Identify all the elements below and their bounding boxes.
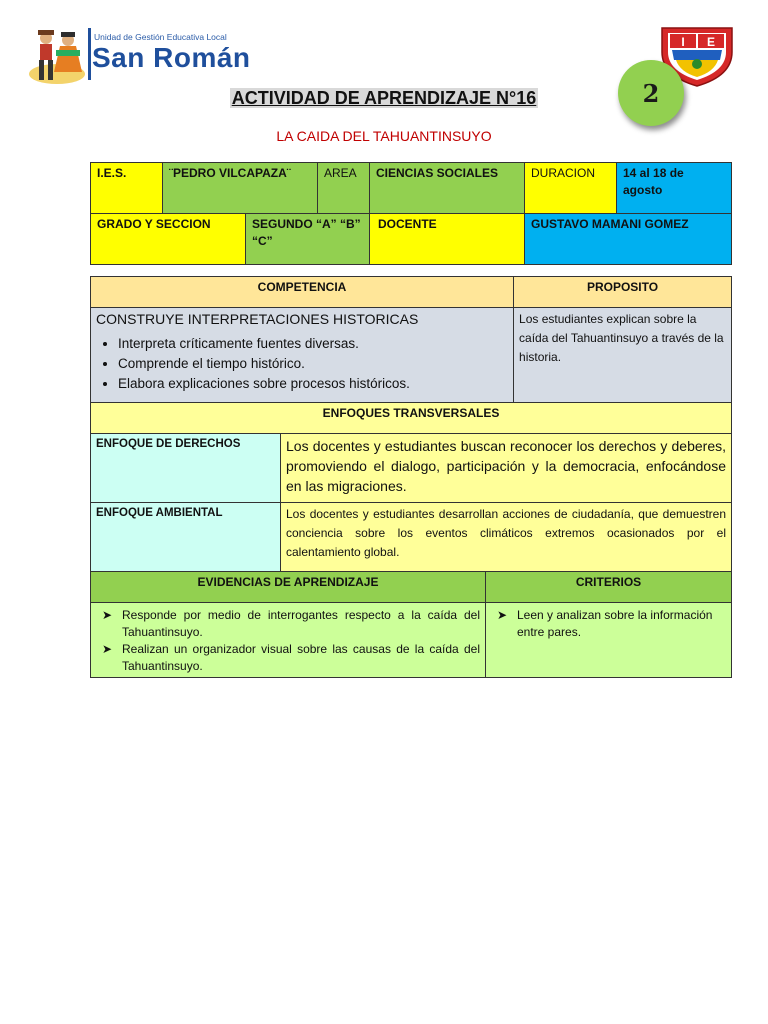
evidencias-cell [91,603,486,678]
evidencias-header: EVIDENCIAS DE APRENDIZAJE [91,572,486,603]
grado-label: GRADO Y SECCION [91,214,246,265]
list-item: • Elabora explicaciones sobre procesos históricos. [118,374,508,394]
proposito-header: PROPOSITO [514,277,732,308]
page-title-text: ACTIVIDAD DE APRENDIZAJE N°16 [231,88,537,108]
evidencia-text: Realizan un organizador visual sobre las causas de la caída del Tahuantinsuyo. [122,642,480,673]
grado-value: SEGUNDO “A” “B” “C” [246,214,370,265]
page-title [0,88,768,109]
enfoque-ambiental-text: Los docentes y estudiantes desarrollan acciones de ciudadanía, que demuestren conciencia sobre los eventos climáticos extremos ocasionados por el calentamiento global. [281,503,732,572]
dancers-logo-icon [26,24,88,88]
enfoque-derechos-text: Los docentes y estudiantes buscan reconocer los derechos y deberes, promoviendo el dialogo, participación y la democracia, enfocándose en las migraciones. [281,434,732,503]
ies-label: I.E.S. [91,163,163,214]
competencia-cell [91,308,514,403]
duracion-label: DURACION [525,163,617,214]
crest-letter-e: E [706,35,716,49]
list-item: • Interpreta críticamente fuentes diversas. [118,334,508,354]
info-table [90,162,732,265]
criterios-list [491,607,726,641]
ugel-logo [26,24,266,88]
capacidades-list [96,334,508,394]
criterios-cell [486,603,732,678]
arrow-bullet-icon: ➤ [102,642,113,656]
list-item [98,641,480,675]
list-item: • Comprende el tiempo histórico. [118,354,508,374]
enfoque-derechos-label: ENFOQUE DE DERECHOS [91,434,281,503]
list-item [98,607,480,641]
area-value: CIENCIAS SOCIALES [370,163,525,214]
ies-value: ¨PEDRO VILCAPAZA¨ [163,163,318,214]
logo-name-text: San Román [92,42,251,73]
enfoque-ambiental-label: ENFOQUE AMBIENTAL [91,503,281,572]
competencia-header: COMPETENCIA [91,277,514,308]
crest-letter-i: I [681,35,685,49]
logo-unit-text: Unidad de Gestión Educativa Local [94,32,227,42]
proposito-text: Los estudiantes explican sobre la caída del Tahuantinsuyo a través de la historia. [514,308,732,403]
evidencia-text: Responde por medio de interrogantes respecto a la caída del Tahuantinsuyo. [122,608,480,639]
competencia-title: CONSTRUYE INTERPRETACIONES HISTORICAS [96,311,419,327]
list-item [493,607,726,641]
docente-label: DOCENTE [370,214,525,265]
page-subtitle: LA CAIDA DEL TAHUANTINSUYO [276,128,492,144]
activity-number-badge: 2 [618,60,684,126]
enfoques-header: ENFOQUES TRANSVERSALES [91,403,732,434]
evidencias-list [96,607,480,675]
area-label: AREA [318,163,370,214]
arrow-bullet-icon: ➤ [102,608,113,622]
plan-table [90,276,732,678]
criterios-header: CRITERIOS [486,572,732,603]
docente-value: GUSTAVO MAMANI GOMEZ [525,214,732,265]
criterio-text: Leen y analizan sobre la información entre pares. [517,608,713,639]
logo-divider [88,28,91,80]
arrow-bullet-icon: ➤ [497,608,508,622]
duracion-value: 14 al 18 de agosto [617,163,732,214]
